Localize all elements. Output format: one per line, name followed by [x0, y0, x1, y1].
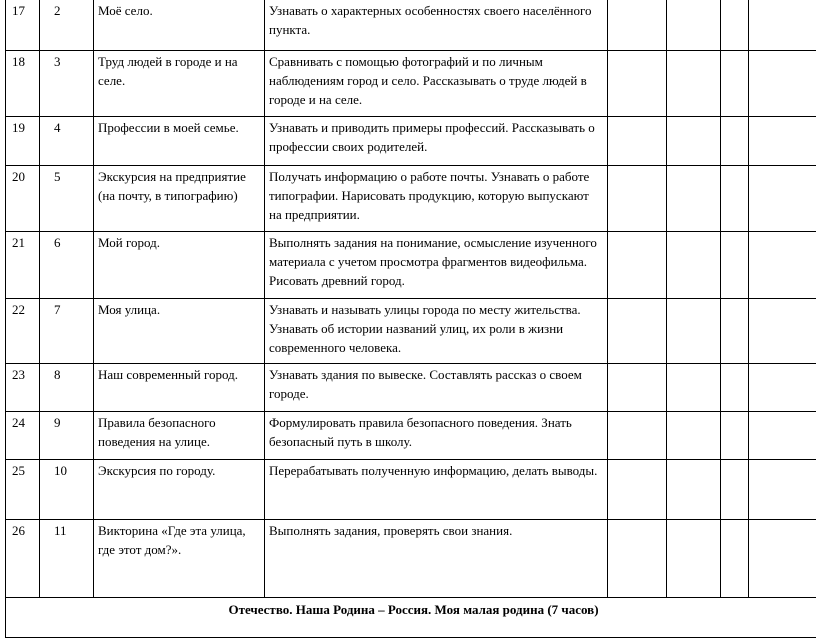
student-activity: Узнавать и приводить примеры профессий. Рассказывать о профессии своих родителей.: [265, 116, 608, 165]
lesson-topic: Экскурсия по городу.: [94, 459, 265, 519]
empty-cell: [667, 165, 721, 231]
empty-cell: [721, 411, 749, 459]
empty-cell: [721, 231, 749, 298]
empty-cell: [667, 0, 721, 50]
section-title: Отечество. Наша Родина – Россия. Моя малая родина (7 часов): [6, 597, 816, 637]
empty-cell: [608, 298, 667, 363]
empty-cell: [608, 50, 667, 116]
row-number: 20: [6, 165, 40, 231]
row-number: 18: [6, 50, 40, 116]
row-number: 17: [6, 0, 40, 50]
empty-cell: [667, 50, 721, 116]
empty-cell: [608, 411, 667, 459]
empty-cell: [749, 50, 816, 116]
student-activity: Выполнять задания, проверять свои знания.: [265, 519, 608, 597]
empty-cell: [721, 116, 749, 165]
empty-cell: [667, 519, 721, 597]
empty-cell: [749, 165, 816, 231]
empty-cell: [749, 0, 816, 50]
row-number: 21: [6, 231, 40, 298]
student-activity: Формулировать правила безопасного поведения. Знать безопасный путь в школу.: [265, 411, 608, 459]
empty-cell: [749, 363, 816, 411]
empty-cell: [667, 411, 721, 459]
empty-cell: [667, 459, 721, 519]
row-number: 19: [6, 116, 40, 165]
section-header-row: [6, 597, 816, 637]
lesson-topic: Наш современный город.: [94, 363, 265, 411]
row-number: 23: [6, 363, 40, 411]
empty-cell: [721, 459, 749, 519]
topic-number: 11: [40, 519, 94, 597]
topic-number: 2: [40, 0, 94, 50]
empty-cell: [608, 165, 667, 231]
topic-number: 4: [40, 116, 94, 165]
empty-cell: [721, 298, 749, 363]
lesson-topic: Викторина «Где эта улица, где этот дом?».: [94, 519, 265, 597]
row-number: 24: [6, 411, 40, 459]
topic-number: 9: [40, 411, 94, 459]
empty-cell: [608, 231, 667, 298]
table-row: [6, 116, 816, 165]
student-activity: Узнавать о характерных особенностях своего населённого пункта.: [265, 0, 608, 50]
table-row: [6, 459, 816, 519]
topic-number: 3: [40, 50, 94, 116]
student-activity: Получать информацию о работе почты. Узнавать о работе типографии. Нарисовать продукцию, которую выпускают на предприятии.: [265, 165, 608, 231]
empty-cell: [667, 298, 721, 363]
table-row: [6, 0, 816, 50]
student-activity: Сравнивать с помощью фотографий и по личным наблюдениям город и село. Рассказывать о труде людей в городе и на селе.: [265, 50, 608, 116]
table-row: [6, 298, 816, 363]
empty-cell: [608, 459, 667, 519]
topic-number: 5: [40, 165, 94, 231]
empty-cell: [667, 116, 721, 165]
student-activity: Перерабатывать полученную информацию, делать выводы.: [265, 459, 608, 519]
empty-cell: [608, 0, 667, 50]
empty-cell: [749, 459, 816, 519]
row-number: 26: [6, 519, 40, 597]
topic-number: 10: [40, 459, 94, 519]
table-row: [6, 519, 816, 597]
empty-cell: [721, 0, 749, 50]
student-activity: Узнавать здания по вывеске. Составлять рассказ о своем городе.: [265, 363, 608, 411]
table-row: [6, 411, 816, 459]
lesson-topic: Правила безопасного поведения на улице.: [94, 411, 265, 459]
table-row: [6, 50, 816, 116]
student-activity: Выполнять задания на понимание, осмысление изученного материала с учетом просмотра фрагментов видеофильма. Рисовать древний город.: [265, 231, 608, 298]
topic-number: 7: [40, 298, 94, 363]
lesson-topic: Моя улица.: [94, 298, 265, 363]
empty-cell: [721, 50, 749, 116]
empty-cell: [749, 116, 816, 165]
lesson-topic: Мой город.: [94, 231, 265, 298]
lesson-topic: Профессии в моей семье.: [94, 116, 265, 165]
empty-cell: [667, 363, 721, 411]
lesson-topic: Экскурсия на предприятие (на почту, в типографию): [94, 165, 265, 231]
empty-cell: [721, 519, 749, 597]
row-number: 25: [6, 459, 40, 519]
student-activity: Узнавать и называть улицы города по месту жительства. Узнавать об истории названий улиц, их роли в жизни современного человека.: [265, 298, 608, 363]
lesson-topic: Моё село.: [94, 0, 265, 50]
empty-cell: [667, 231, 721, 298]
topic-number: 8: [40, 363, 94, 411]
empty-cell: [608, 116, 667, 165]
empty-cell: [721, 363, 749, 411]
empty-cell: [608, 519, 667, 597]
topic-number: 6: [40, 231, 94, 298]
row-number: 22: [6, 298, 40, 363]
table-row: [6, 165, 816, 231]
empty-cell: [721, 165, 749, 231]
table-row: [6, 363, 816, 411]
empty-cell: [749, 519, 816, 597]
lesson-plan-table: [5, 0, 816, 638]
empty-cell: [608, 363, 667, 411]
lesson-topic: Труд людей в городе и на селе.: [94, 50, 265, 116]
empty-cell: [749, 231, 816, 298]
empty-cell: [749, 411, 816, 459]
table-row: [6, 231, 816, 298]
empty-cell: [749, 298, 816, 363]
